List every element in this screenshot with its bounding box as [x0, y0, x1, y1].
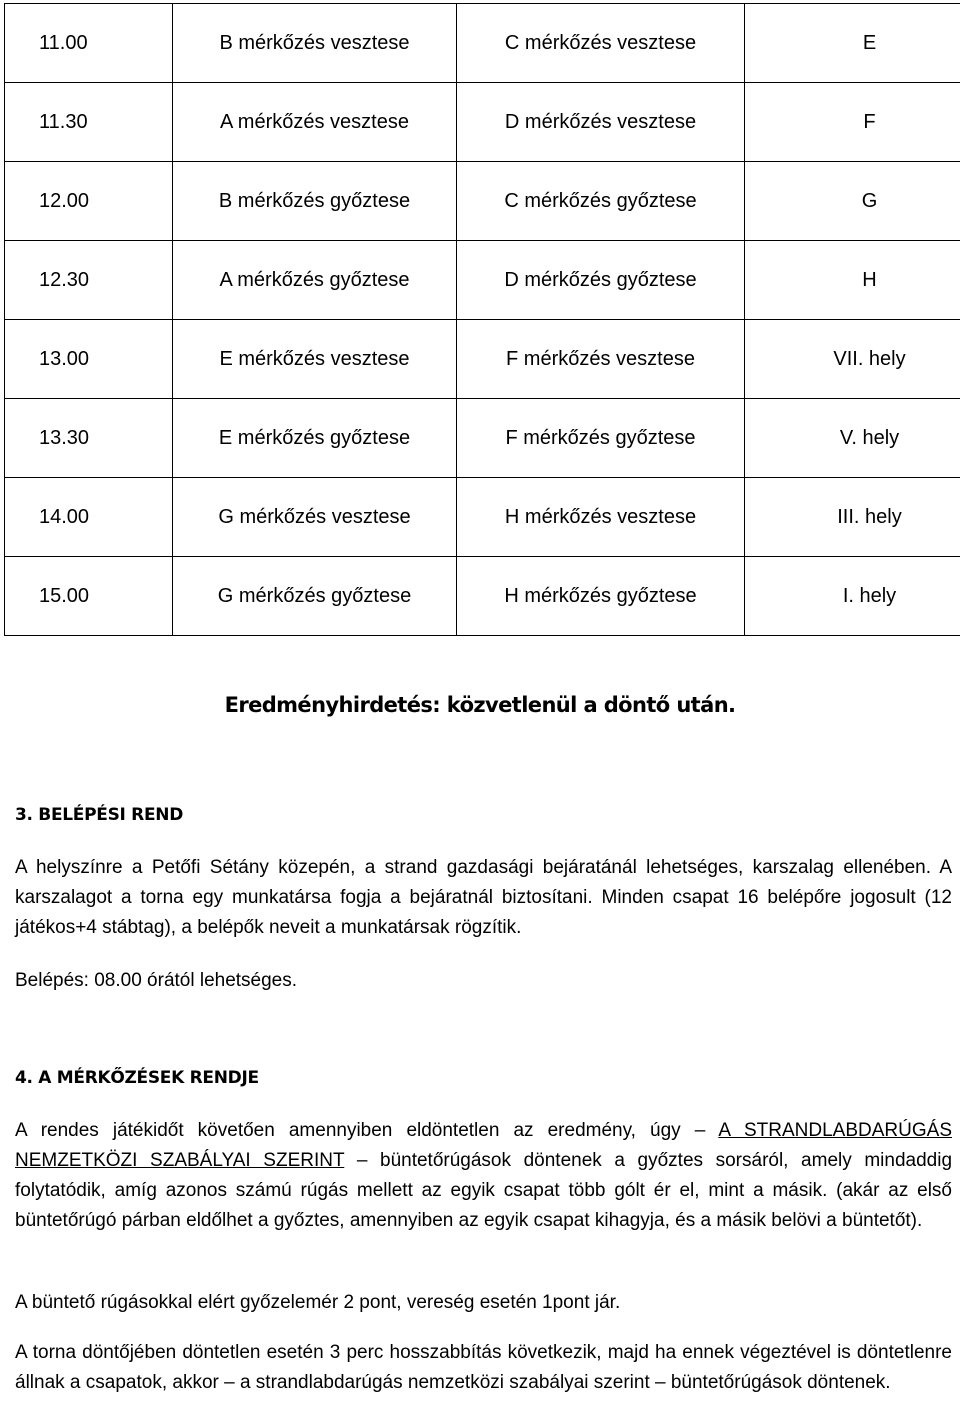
match-label: H — [745, 241, 960, 320]
team-a: B mérkőzés vesztese — [173, 4, 457, 83]
team-a: A mérkőzés győztese — [173, 241, 457, 320]
table-row — [5, 241, 960, 320]
match-rules-text-end: – büntetőrúgások döntenek a győztes sorsáról, amely mindaddig folytatódik, amíg azonos számú rúgás mellett az egyik csapat több gólt ér el, mint a másik. (akár az első büntetőrúgó párban eldőlhet a győztes, amennyiben az egyik csapat kihagyja, és a másik belövi a büntetőt). — [15, 1150, 953, 1231]
team-b: D mérkőzés győztese — [457, 241, 745, 320]
results-announcement: Eredményhirdetés: közvetlenül a döntő után. — [224, 693, 736, 717]
table-row — [5, 478, 960, 557]
match-time: 11.00 — [5, 4, 173, 83]
team-a: G mérkőzés vesztese — [173, 478, 457, 557]
match-rules-paragraph — [15, 1116, 952, 1236]
team-a: G mérkőzés győztese — [173, 557, 457, 636]
match-label: E — [745, 4, 960, 83]
table-row — [5, 162, 960, 241]
final-rules-paragraph: A torna döntőjében döntetlen esetén 3 perc hosszabbítás következik, majd ha ennek végeztével is döntetlenre állnak a csapatok, akkor – a strandlabdarúgás nemzetközi szabályai szerint – büntetőrúgások döntenek. — [15, 1342, 952, 1393]
match-label: I. hely — [745, 557, 960, 636]
match-time: 13.30 — [5, 399, 173, 478]
match-label: V. hely — [745, 399, 960, 478]
match-time: 12.00 — [5, 162, 173, 241]
match-time: 11.30 — [5, 83, 173, 162]
points-paragraph: A büntető rúgásokkal elért győzelemér 2 pont, vereség esetén 1pont jár. — [15, 1292, 621, 1313]
match-time: 13.00 — [5, 320, 173, 399]
team-b: H mérkőzés vesztese — [457, 478, 745, 557]
schedule-body — [5, 4, 960, 636]
match-time: 15.00 — [5, 557, 173, 636]
team-a: B mérkőzés győztese — [173, 162, 457, 241]
team-b: F mérkőzés győztese — [457, 399, 745, 478]
match-rules-text-start: A rendes játékidőt követően amennyiben eldöntetlen az eredmény, úgy – — [15, 1120, 719, 1141]
table-row — [5, 320, 960, 399]
match-label: F — [745, 83, 960, 162]
schedule-table — [4, 3, 960, 636]
table-row — [5, 399, 960, 478]
table-row — [5, 83, 960, 162]
team-b: C mérkőzés győztese — [457, 162, 745, 241]
team-b: C mérkőzés vesztese — [457, 4, 745, 83]
table-row — [5, 557, 960, 636]
match-time: 14.00 — [5, 478, 173, 557]
team-a: E mérkőzés vesztese — [173, 320, 457, 399]
match-label: G — [745, 162, 960, 241]
team-b: H mérkőzés győztese — [457, 557, 745, 636]
team-a: A mérkőzés vesztese — [173, 83, 457, 162]
team-a: E mérkőzés győztese — [173, 399, 457, 478]
table-row — [5, 4, 960, 83]
match-label: III. hely — [745, 478, 960, 557]
entry-rules-paragraph: A helyszínre a Petőfi Sétány közepén, a strand gazdasági bejáratánál lehetséges, karszalag ellenében. A karszalagot a torna egy munkatársa fogja a bejáratnál biztosítani. Minden csapat 16 belépőre jogosult (12 játékos+4 stábtag), a belépők neveit a munkatársak rögzítik. — [15, 857, 952, 938]
section-heading-entry-rules: 3. BELÉPÉSI REND — [15, 805, 184, 825]
section-heading-match-rules: 4. A MÉRKŐZÉSEK RENDJE — [15, 1068, 259, 1088]
team-b: D mérkőzés vesztese — [457, 83, 745, 162]
international-rules-reference: A STRANDLABDARÚGÁS NEMZETKÖZI SZABÁLYAI SZERINT — [15, 1120, 952, 1171]
match-time: 12.30 — [5, 241, 173, 320]
match-label: VII. hely — [745, 320, 960, 399]
entry-time-paragraph: Belépés: 08.00 órától lehetséges. — [15, 970, 298, 991]
team-b: F mérkőzés vesztese — [457, 320, 745, 399]
